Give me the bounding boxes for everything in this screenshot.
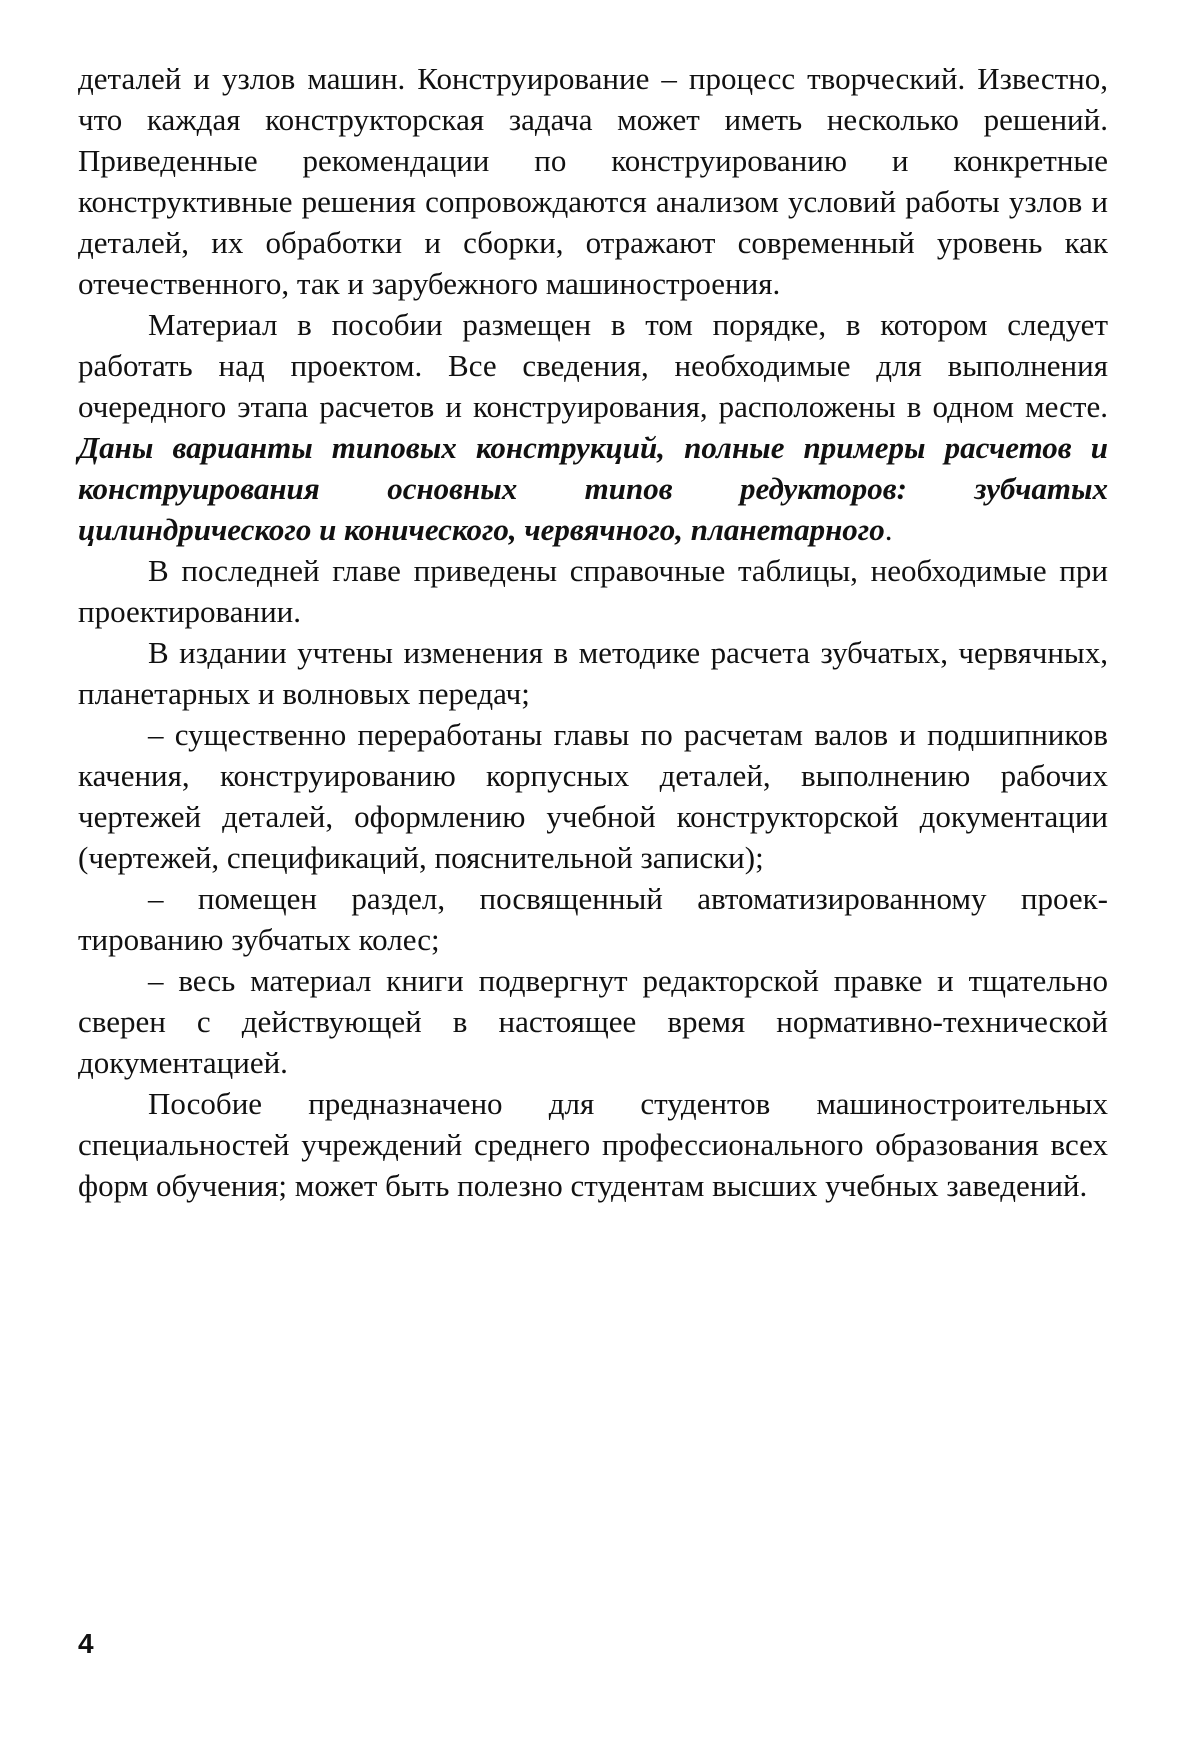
paragraph-material-emphasis: Даны варианты типовых конструкций, полные примеры расчетов и конструирования основных типов редукторов: зубчатых цилиндрического и конического, червячного, планетарного xyxy=(78,430,1108,547)
paragraph-material-end: . xyxy=(884,512,893,547)
paragraph-continuation: деталей и узлов машин. Конструирование – процесс творческий. Известно, что каждая конструкторская задача может иметь несколько решений. Приведенные рекомендации по конструированию и конкретные конструктивные решения сопровождаются анализом условий работы узлов и деталей, их обработки и сборки, отражают современный уровень как отечественного, так и зарубежного машиностроения. xyxy=(78,61,1108,301)
paragraph-list-item-edited: – весь материал книги подвергнут редакторской правке и тщательно сверен с действующей в настоящее время нормативно-технической документацией. xyxy=(78,963,1108,1080)
paragraph-reference-tables: В последней главе приведены справочные таблицы, необходимые при проектировании. xyxy=(78,553,1108,629)
paragraph-material-text: Материал в пособии размещен в том порядке, в котором следует работать над проектом. Все сведения, необходимые для выполнения очередного этапа расчетов и конструирования, расположены в одном месте. xyxy=(78,307,1108,424)
paragraph-edition-changes: В издании учтены изменения в методике расчета зубчатых, червячных, планетарных и волновых передач; xyxy=(78,635,1108,711)
paragraph-audience: Пособие предназначено для студентов машиностроительных специальностей учреждений среднего профессионального образования всех форм обучения; может быть полезно студентам высших учебных заведений. xyxy=(78,1086,1108,1203)
paragraph-list-item-section: – помещен раздел, посвященный автоматизированному проектированию зубчатых колес; xyxy=(78,881,1108,957)
page-number: 4 xyxy=(78,1628,94,1659)
paragraph-list-item-revised: – существенно переработаны главы по расчетам валов и подшипников качения, конструированию корпусных деталей, выполнению рабочих чертежей деталей, оформлению учебной конструкторской документации (чертежей, спецификаций, пояснительной записки); xyxy=(78,717,1108,875)
body-text xyxy=(78,58,1108,1206)
paragraph-material xyxy=(78,304,1108,550)
